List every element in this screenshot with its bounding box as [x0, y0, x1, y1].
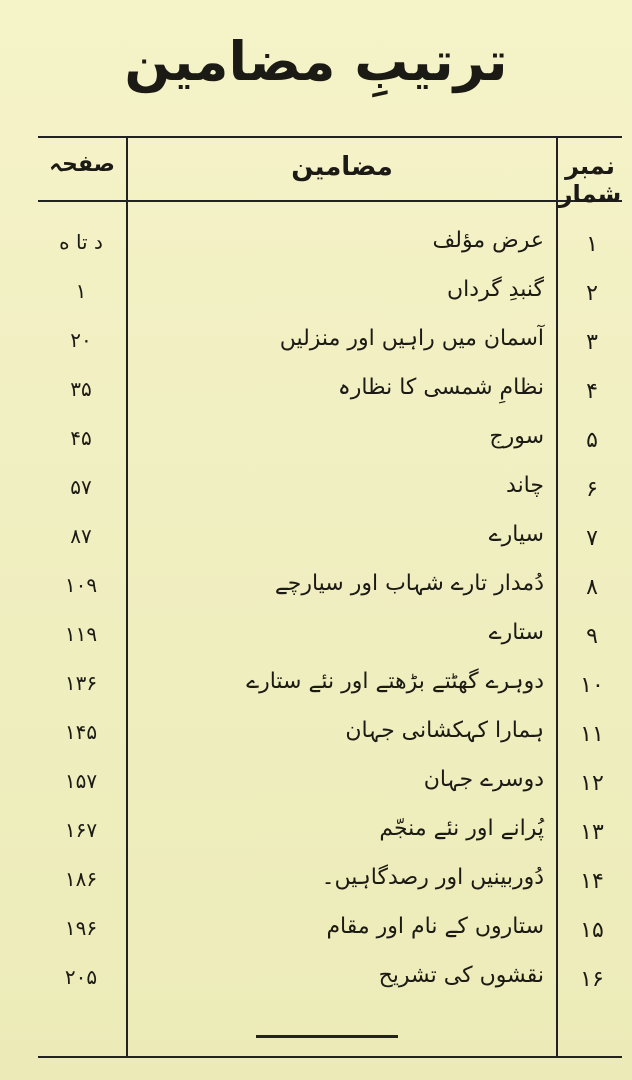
row-serial: ۸: [586, 575, 598, 600]
row-topic: دوہرے گھٹتے بڑھتے اور نئے ستارے: [246, 669, 544, 694]
row-page: ۱۵۷: [64, 769, 98, 793]
row-topic: دُمدار تارے شہاب اور سیارچے: [274, 571, 544, 596]
row-topic: گنبدِ گرداں: [447, 277, 544, 302]
row-page: ۵۷: [70, 475, 92, 499]
row-page: ۱۳۶: [64, 671, 98, 695]
header-serial: نمبر شمار: [558, 152, 622, 208]
row-topic: دوسرے جہان: [423, 767, 544, 792]
row-serial: ۱۱: [580, 722, 604, 747]
row-serial: ۵: [586, 428, 598, 453]
table-row: [38, 469, 622, 517]
table-row: [38, 371, 622, 419]
row-page: ۱۰۹: [64, 573, 98, 597]
row-page: ۸۷: [70, 524, 92, 548]
closing-rule: [256, 1035, 398, 1038]
row-topic: آسمان میں راہیں اور منزلیں: [279, 326, 544, 351]
row-topic: دُوربینیں اور رصدگاہیں۔: [321, 865, 544, 890]
row-serial: ۱۵: [580, 918, 604, 943]
row-page: ۴۵: [70, 426, 92, 450]
row-serial: ۱۲: [580, 771, 604, 796]
row-page: ۱۸۶: [64, 867, 98, 891]
row-page: ۱۹۶: [64, 916, 98, 940]
row-serial: ۴: [586, 379, 598, 404]
row-topic: ہمارا کہکشانی جہان: [345, 718, 544, 743]
table-row: [38, 714, 622, 762]
row-page: ۲۰: [70, 328, 92, 352]
row-serial: ۶: [586, 477, 598, 502]
table-row: [38, 322, 622, 370]
row-serial: ۹: [586, 624, 598, 649]
table-bottom-rule: [38, 1056, 622, 1058]
page-title: ترتیبِ مضامین: [124, 30, 508, 93]
table-row: [38, 861, 622, 909]
row-page: ۱۴۵: [64, 720, 98, 744]
table-row: [38, 959, 622, 1007]
row-topic: سیارے: [488, 522, 544, 547]
row-serial: ۲: [586, 281, 598, 306]
table-row: [38, 910, 622, 958]
table-row: [38, 763, 622, 811]
header-topic: مضامین: [291, 152, 393, 182]
row-topic: ستارے: [488, 620, 544, 645]
table-row: [38, 812, 622, 860]
table-row: [38, 420, 622, 468]
row-serial: ۱: [586, 232, 598, 257]
row-topic: سورج: [489, 424, 544, 449]
row-serial: ۱۴: [580, 869, 604, 894]
row-topic: نظامِ شمسی کا نظارہ: [337, 375, 544, 400]
row-topic: عرض مؤلف: [432, 228, 544, 253]
row-topic: چاند: [506, 473, 544, 498]
row-page: ۳۵: [70, 377, 92, 401]
row-page: ۱۶۷: [64, 818, 98, 842]
row-page: ۱: [75, 279, 87, 303]
table-row: [38, 665, 622, 713]
table-row: [38, 567, 622, 615]
table-row: [38, 224, 622, 272]
row-page: ۲۰۵: [64, 965, 98, 989]
row-serial: ۱۳: [580, 820, 604, 845]
row-page: ۱۱۹: [64, 622, 98, 646]
table-row: [38, 273, 622, 321]
row-topic: پُرانے اور نئے منجّم: [379, 816, 544, 841]
header-page: صفحہ: [49, 152, 115, 177]
row-topic: ستاروں کے نام اور مقام: [326, 914, 544, 939]
table-row: [38, 518, 622, 566]
table-row: [38, 616, 622, 664]
row-serial: ۳: [586, 330, 598, 355]
row-topic: نقشوں کی تشریح: [378, 963, 544, 988]
row-serial: ۷: [586, 526, 598, 551]
contents-table: [38, 136, 622, 1058]
row-page: د تا ه: [59, 230, 103, 254]
row-serial: ۱۰: [580, 673, 604, 698]
row-serial: ۱۶: [580, 967, 604, 992]
